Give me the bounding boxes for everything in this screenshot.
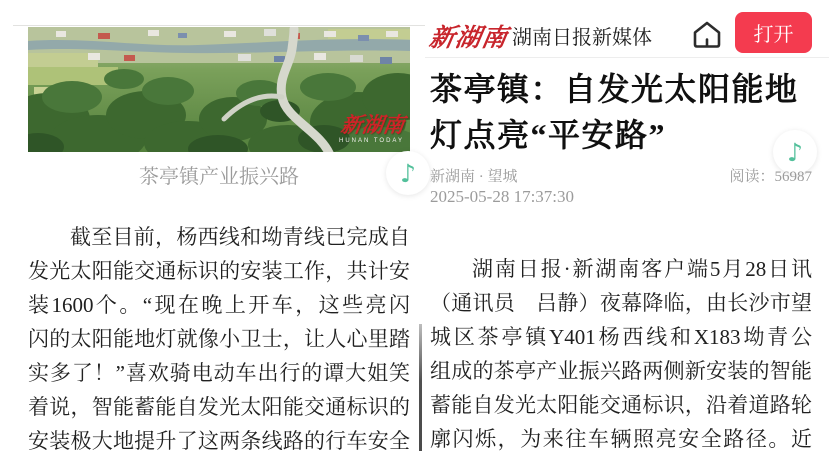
home-icon — [690, 18, 724, 52]
read-count: 阅读：56987 — [729, 169, 812, 185]
body-line: 湖南日报·新湖南客户端5月28日讯 — [472, 257, 812, 281]
xinhunan-logo[interactable]: 新湖南 — [427, 25, 510, 52]
watermark-subtitle: HUNAN TODAY — [338, 138, 404, 144]
body-line: 蓄能自发光太阳能交通标识，沿着道路轮 — [430, 393, 812, 417]
body-line: 闪的太阳能地灯就像小卫士，让人心里踏 — [28, 327, 410, 351]
body-line: 组成的茶亭产业振兴路两侧新安装的智能 — [430, 359, 812, 383]
body-line: 城区茶亭镇Y401杨西线和X183坳青公 — [430, 325, 812, 349]
brand-title: 湖南日报新媒体 — [512, 27, 652, 49]
body-column-left — [28, 220, 410, 458]
article-title: 茶亭镇：自发光太阳能地灯点亮“平安路” — [430, 71, 799, 153]
home-button[interactable] — [690, 18, 724, 52]
top-rule — [13, 25, 425, 26]
music-note-icon: ♪ — [400, 158, 416, 188]
photo-watermark — [339, 115, 404, 144]
body-line: 实多了！”喜欢骑电动车出行的谭大姐笑 — [28, 361, 410, 385]
photo-caption: 茶亭镇产业振兴路 — [139, 166, 299, 188]
body-line: 安装极大地提升了这两条线路的行车安全 — [28, 429, 410, 453]
body-line: 截至目前，杨西线和坳青线已完成自 — [70, 225, 410, 249]
body-column-right — [430, 252, 812, 456]
body-line: （通讯员 吕静）夜幕降临，由长沙市望 — [430, 291, 812, 315]
article-meta — [430, 165, 812, 186]
body-line: 装1600个。“现在晚上开车，这些亮闪 — [28, 293, 410, 317]
music-note-icon: ♪ — [787, 137, 803, 167]
header-divider — [425, 57, 829, 58]
article-photo[interactable] — [28, 27, 410, 152]
scrollbar-thumb[interactable] — [419, 324, 422, 451]
body-line: 发光太阳能交通标识的安装工作，共计安 — [28, 259, 410, 283]
open-app-button[interactable]: 打开 — [735, 12, 812, 53]
watermark-logo: 新湖南 — [339, 113, 406, 137]
body-line: 廓闪烁，为来往车辆照亮安全路径。近 — [430, 427, 812, 451]
article-source[interactable]: 新湖南 · 望城 — [430, 169, 518, 185]
article-datetime: 2025-05-28 17:37:30 — [430, 187, 575, 206]
audio-play-button-left[interactable] — [386, 151, 430, 195]
body-line: 着说，智能蓄能自发光太阳能交通标识的 — [28, 395, 410, 419]
